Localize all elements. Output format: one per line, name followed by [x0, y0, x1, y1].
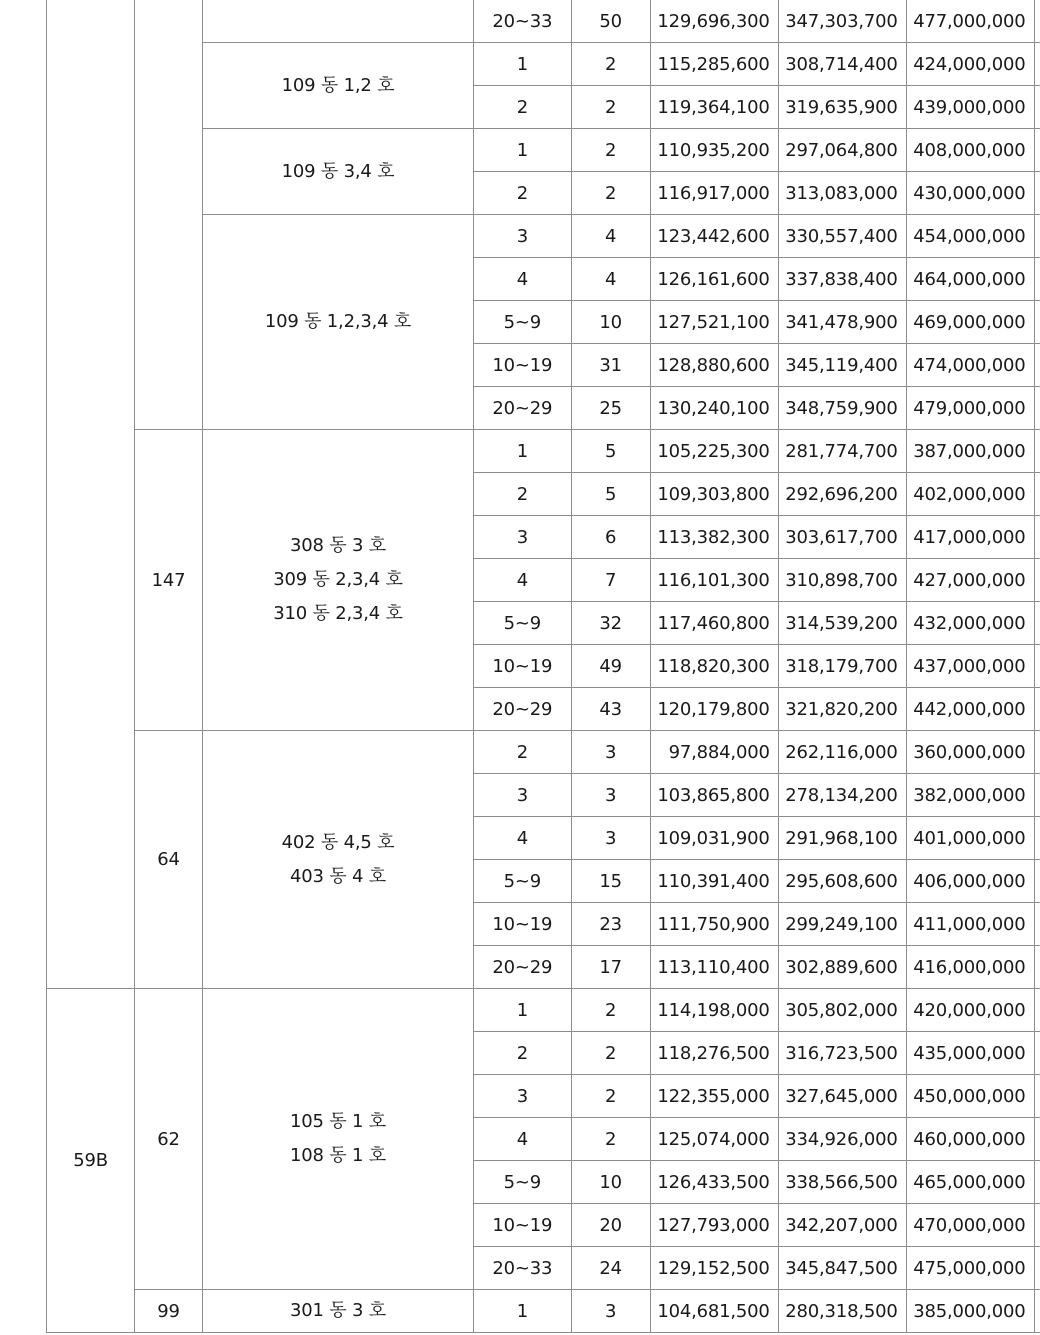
- table-row: [47, 0, 1040, 43]
- floor-cell: 10~19: [474, 1204, 571, 1247]
- unit-count-cell: 31: [571, 344, 650, 387]
- total-price-cell: 474,000,000: [906, 344, 1034, 387]
- building-price-cell: 262,116,000: [778, 731, 906, 774]
- building-unit-line: 308 동 3 호: [289, 535, 386, 556]
- unit-count-cell: 2: [571, 1075, 650, 1118]
- housing-type-cell: [47, 0, 135, 989]
- building-price-cell: 341,478,900: [778, 301, 906, 344]
- table-edge-cell: [1034, 0, 1040, 43]
- total-price-cell: 442,000,000: [906, 688, 1034, 731]
- building-price-cell: 305,802,000: [778, 989, 906, 1032]
- total-price-cell: 465,000,000: [906, 1161, 1034, 1204]
- total-price-cell: 382,000,000: [906, 774, 1034, 817]
- building-price-cell: 295,608,600: [778, 860, 906, 903]
- land-price-cell: 105,225,300: [650, 430, 778, 473]
- land-price-cell: 128,880,600: [650, 344, 778, 387]
- building-price-cell: 291,968,100: [778, 817, 906, 860]
- table-edge-cell: [1034, 1204, 1040, 1247]
- total-price-cell: 411,000,000: [906, 903, 1034, 946]
- total-price-cell: 477,000,000: [906, 0, 1034, 43]
- table-edge-cell: [1034, 774, 1040, 817]
- building-unit-line: 310 동 2,3,4 호: [273, 603, 403, 624]
- land-price-cell: 114,198,000: [650, 989, 778, 1032]
- land-price-cell: 109,303,800: [650, 473, 778, 516]
- unit-count-cell: 5: [571, 430, 650, 473]
- building-price-cell: 278,134,200: [778, 774, 906, 817]
- floor-cell: 4: [474, 258, 571, 301]
- building-price-cell: 327,645,000: [778, 1075, 906, 1118]
- table-edge-cell: [1034, 1118, 1040, 1161]
- table-edge-cell: [1034, 903, 1040, 946]
- supply-count-cell: [135, 0, 203, 430]
- land-price-cell: 113,382,300: [650, 516, 778, 559]
- land-price-cell: 123,442,600: [650, 215, 778, 258]
- total-price-cell: 401,000,000: [906, 817, 1034, 860]
- building-price-cell: 337,838,400: [778, 258, 906, 301]
- land-price-cell: 119,364,100: [650, 86, 778, 129]
- table-edge-cell: [1034, 1032, 1040, 1075]
- unit-count-cell: 4: [571, 215, 650, 258]
- table-edge-cell: [1034, 516, 1040, 559]
- building-price-cell: 314,539,200: [778, 602, 906, 645]
- total-price-cell: 417,000,000: [906, 516, 1034, 559]
- table-edge-cell: [1034, 344, 1040, 387]
- floor-cell: 2: [474, 172, 571, 215]
- floor-cell: 5~9: [474, 860, 571, 903]
- unit-count-cell: 23: [571, 903, 650, 946]
- floor-cell: 1: [474, 989, 571, 1032]
- building-unit-line: 403 동 4 호: [289, 865, 386, 887]
- land-price-cell: 118,820,300: [650, 645, 778, 688]
- building-price-cell: 334,926,000: [778, 1118, 906, 1161]
- floor-cell: 1: [474, 129, 571, 172]
- land-price-cell: 111,750,900: [650, 903, 778, 946]
- building-unit-line: 105 동 1 호: [289, 1111, 386, 1132]
- total-price-cell: 387,000,000: [906, 430, 1034, 473]
- unit-count-cell: 15: [571, 860, 650, 903]
- building-unit-line: 109 동 1,2,3,4 호: [264, 311, 412, 332]
- table-edge-cell: [1034, 473, 1040, 516]
- total-price-cell: 464,000,000: [906, 258, 1034, 301]
- table-body: [47, 0, 1040, 1333]
- building-price-cell: 303,617,700: [778, 516, 906, 559]
- table-edge-cell: [1034, 1290, 1040, 1333]
- building-price-cell: 342,207,000: [778, 1204, 906, 1247]
- total-price-cell: 475,000,000: [906, 1247, 1034, 1290]
- unit-count-cell: 3: [571, 817, 650, 860]
- floor-cell: 1: [474, 430, 571, 473]
- building-price-cell: 281,774,700: [778, 430, 906, 473]
- table-row: [47, 430, 1040, 473]
- land-price-cell: 104,681,500: [650, 1290, 778, 1333]
- unit-count-cell: 24: [571, 1247, 650, 1290]
- total-price-cell: 420,000,000: [906, 989, 1034, 1032]
- total-price-cell: 416,000,000: [906, 946, 1034, 989]
- building-unit-cell: [202, 43, 473, 129]
- land-price-cell: 117,460,800: [650, 602, 778, 645]
- floor-cell: 20~33: [474, 1247, 571, 1290]
- unit-count-cell: 3: [571, 774, 650, 817]
- floor-cell: 20~29: [474, 688, 571, 731]
- building-unit-cell: [202, 215, 473, 430]
- unit-count-cell: 43: [571, 688, 650, 731]
- table-edge-cell: [1034, 129, 1040, 172]
- table-edge-cell: [1034, 387, 1040, 430]
- unit-count-cell: 25: [571, 387, 650, 430]
- land-price-cell: 115,285,600: [650, 43, 778, 86]
- floor-cell: 2: [474, 86, 571, 129]
- land-price-cell: 125,074,000: [650, 1118, 778, 1161]
- floor-cell: 20~33: [474, 0, 571, 43]
- floor-cell: 5~9: [474, 301, 571, 344]
- building-price-cell: 330,557,400: [778, 215, 906, 258]
- unit-count-cell: 2: [571, 86, 650, 129]
- table-edge-cell: [1034, 1247, 1040, 1290]
- total-price-cell: 450,000,000: [906, 1075, 1034, 1118]
- building-unit-cell: [202, 0, 473, 43]
- table-edge-cell: [1034, 602, 1040, 645]
- building-price-cell: 345,847,500: [778, 1247, 906, 1290]
- land-price-cell: 116,917,000: [650, 172, 778, 215]
- floor-cell: 20~29: [474, 946, 571, 989]
- unit-count-cell: 2: [571, 129, 650, 172]
- table-row: [47, 1290, 1040, 1333]
- land-price-cell: 110,391,400: [650, 860, 778, 903]
- table-row: [47, 731, 1040, 774]
- total-price-cell: 402,000,000: [906, 473, 1034, 516]
- floor-cell: 4: [474, 559, 571, 602]
- unit-count-cell: 32: [571, 602, 650, 645]
- land-price-cell: 118,276,500: [650, 1032, 778, 1075]
- table-edge-cell: [1034, 817, 1040, 860]
- building-unit-line: 108 동 1 호: [289, 1145, 386, 1166]
- total-price-cell: 432,000,000: [906, 602, 1034, 645]
- total-price-cell: 437,000,000: [906, 645, 1034, 688]
- total-price-cell: 439,000,000: [906, 86, 1034, 129]
- land-price-cell: 116,101,300: [650, 559, 778, 602]
- table-edge-cell: [1034, 559, 1040, 602]
- land-price-cell: 122,355,000: [650, 1075, 778, 1118]
- total-price-cell: 424,000,000: [906, 43, 1034, 86]
- floor-cell: 10~19: [474, 645, 571, 688]
- total-price-cell: 460,000,000: [906, 1118, 1034, 1161]
- building-price-cell: 347,303,700: [778, 0, 906, 43]
- building-price-cell: 338,566,500: [778, 1161, 906, 1204]
- floor-cell: 5~9: [474, 1161, 571, 1204]
- unit-count-cell: 6: [571, 516, 650, 559]
- floor-cell: 3: [474, 774, 571, 817]
- table-edge-cell: [1034, 731, 1040, 774]
- land-price-cell: 129,152,500: [650, 1247, 778, 1290]
- building-price-cell: 345,119,400: [778, 344, 906, 387]
- building-price-cell: 302,889,600: [778, 946, 906, 989]
- table-edge-cell: [1034, 172, 1040, 215]
- land-price-cell: 120,179,800: [650, 688, 778, 731]
- land-price-cell: 126,161,600: [650, 258, 778, 301]
- price-table: [46, 0, 1040, 1333]
- building-price-cell: 297,064,800: [778, 129, 906, 172]
- floor-cell: 1: [474, 1290, 571, 1333]
- building-unit-line: 109 동 1,2 호: [281, 74, 395, 96]
- building-unit-cell: [202, 129, 473, 215]
- table-edge-cell: [1034, 43, 1040, 86]
- table-edge-cell: [1034, 301, 1040, 344]
- floor-cell: 3: [474, 516, 571, 559]
- total-price-cell: 470,000,000: [906, 1204, 1034, 1247]
- housing-type-cell: 59B: [47, 989, 135, 1333]
- table-edge-cell: [1034, 258, 1040, 301]
- building-unit-cell: [202, 430, 473, 731]
- table-edge-cell: [1034, 989, 1040, 1032]
- unit-count-cell: 5: [571, 473, 650, 516]
- building-unit-line: 109 동 3,4 호: [281, 160, 395, 182]
- floor-cell: 2: [474, 731, 571, 774]
- building-price-cell: 308,714,400: [778, 43, 906, 86]
- total-price-cell: 385,000,000: [906, 1290, 1034, 1333]
- unit-count-cell: 3: [571, 731, 650, 774]
- land-price-cell: 110,935,200: [650, 129, 778, 172]
- unit-count-cell: 10: [571, 301, 650, 344]
- total-price-cell: 408,000,000: [906, 129, 1034, 172]
- building-price-cell: 348,759,900: [778, 387, 906, 430]
- total-price-cell: 469,000,000: [906, 301, 1034, 344]
- floor-cell: 5~9: [474, 602, 571, 645]
- building-price-cell: 319,635,900: [778, 86, 906, 129]
- unit-count-cell: 50: [571, 0, 650, 43]
- floor-cell: 10~19: [474, 344, 571, 387]
- building-price-cell: 310,898,700: [778, 559, 906, 602]
- unit-count-cell: 20: [571, 1204, 650, 1247]
- unit-count-cell: 2: [571, 43, 650, 86]
- table-edge-cell: [1034, 1161, 1040, 1204]
- building-unit-line: 402 동 4,5 호: [281, 831, 395, 853]
- building-unit-line: 301 동 3 호: [289, 1300, 386, 1321]
- building-price-cell: 316,723,500: [778, 1032, 906, 1075]
- unit-count-cell: 2: [571, 989, 650, 1032]
- total-price-cell: 454,000,000: [906, 215, 1034, 258]
- floor-cell: 2: [474, 473, 571, 516]
- floor-cell: 10~19: [474, 903, 571, 946]
- building-price-cell: 313,083,000: [778, 172, 906, 215]
- building-price-cell: 280,318,500: [778, 1290, 906, 1333]
- building-unit-cell: [202, 731, 473, 989]
- floor-cell: 2: [474, 1032, 571, 1075]
- total-price-cell: 427,000,000: [906, 559, 1034, 602]
- table-edge-cell: [1034, 215, 1040, 258]
- supply-count-cell: 99: [135, 1290, 203, 1333]
- land-price-cell: 97,884,000: [650, 731, 778, 774]
- land-price-cell: 127,793,000: [650, 1204, 778, 1247]
- total-price-cell: 430,000,000: [906, 172, 1034, 215]
- unit-count-cell: 10: [571, 1161, 650, 1204]
- building-unit-cell: [202, 1290, 473, 1333]
- unit-count-cell: 17: [571, 946, 650, 989]
- unit-count-cell: 49: [571, 645, 650, 688]
- total-price-cell: 406,000,000: [906, 860, 1034, 903]
- supply-count-cell: 62: [135, 989, 203, 1290]
- table-edge-cell: [1034, 946, 1040, 989]
- land-price-cell: 127,521,100: [650, 301, 778, 344]
- table-edge-cell: [1034, 860, 1040, 903]
- floor-cell: 20~29: [474, 387, 571, 430]
- total-price-cell: 360,000,000: [906, 731, 1034, 774]
- table-edge-cell: [1034, 688, 1040, 731]
- building-unit-cell: [202, 989, 473, 1290]
- land-price-cell: 109,031,900: [650, 817, 778, 860]
- supply-count-cell: 64: [135, 731, 203, 989]
- unit-count-cell: 2: [571, 1118, 650, 1161]
- land-price-cell: 126,433,500: [650, 1161, 778, 1204]
- total-price-cell: 435,000,000: [906, 1032, 1034, 1075]
- unit-count-cell: 2: [571, 172, 650, 215]
- table-edge-cell: [1034, 430, 1040, 473]
- total-price-cell: 479,000,000: [906, 387, 1034, 430]
- unit-count-cell: 4: [571, 258, 650, 301]
- floor-cell: 4: [474, 1118, 571, 1161]
- table-edge-cell: [1034, 1075, 1040, 1118]
- floor-cell: 3: [474, 215, 571, 258]
- land-price-cell: 130,240,100: [650, 387, 778, 430]
- floor-cell: 4: [474, 817, 571, 860]
- land-price-cell: 103,865,800: [650, 774, 778, 817]
- unit-count-cell: 7: [571, 559, 650, 602]
- building-price-cell: 321,820,200: [778, 688, 906, 731]
- land-price-cell: 129,696,300: [650, 0, 778, 43]
- building-price-cell: 318,179,700: [778, 645, 906, 688]
- table-edge-cell: [1034, 86, 1040, 129]
- table-edge-cell: [1034, 645, 1040, 688]
- floor-cell: 1: [474, 43, 571, 86]
- floor-cell: 3: [474, 1075, 571, 1118]
- land-price-cell: 113,110,400: [650, 946, 778, 989]
- table-row: [47, 989, 1040, 1032]
- unit-count-cell: 3: [571, 1290, 650, 1333]
- supply-count-cell: 147: [135, 430, 203, 731]
- building-price-cell: 299,249,100: [778, 903, 906, 946]
- building-price-cell: 292,696,200: [778, 473, 906, 516]
- unit-count-cell: 2: [571, 1032, 650, 1075]
- building-unit-line: 309 동 2,3,4 호: [273, 569, 403, 590]
